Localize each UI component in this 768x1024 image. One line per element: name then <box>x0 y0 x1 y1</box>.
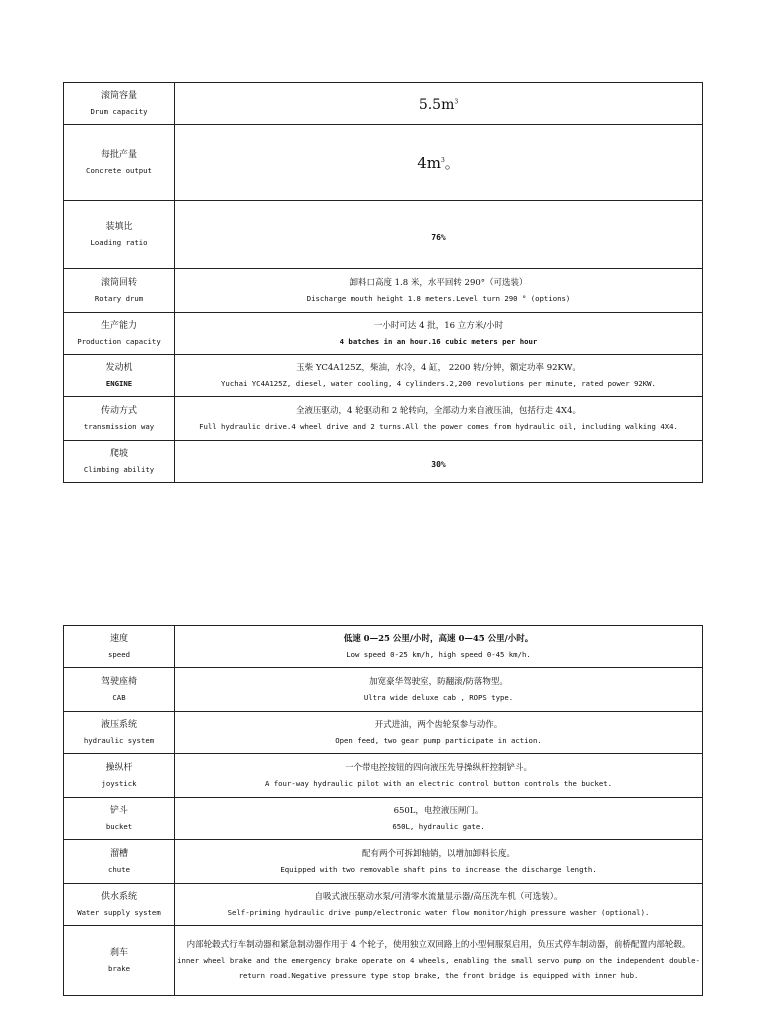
row-label-cell <box>64 840 175 884</box>
value-zh: 650L，电控液压闸门。 <box>393 805 484 816</box>
label-en: Concrete output <box>86 165 152 175</box>
value-en: Discharge mouth height 1.8 meters.Level turn 290 ° (options) <box>306 293 571 303</box>
label-zh: 铲斗 <box>109 805 128 816</box>
table-row <box>64 313 703 355</box>
label-en: Production capacity <box>77 336 161 346</box>
value-en: Self-priming hydraulic drive pump/electronic water flow monitor/high pressure washer (optional). <box>227 907 650 917</box>
label-en: CAB <box>112 692 126 702</box>
label-zh: 溜槽 <box>109 848 128 859</box>
value-cell <box>175 441 703 483</box>
value-zh: 加宽豪华驾驶室，防翻滚/防落物型。 <box>369 676 508 687</box>
row-label-cell <box>64 712 175 754</box>
table-row <box>64 926 703 996</box>
value-zh: 开式进油，两个齿轮泵参与动作。 <box>374 719 503 730</box>
value-cell <box>175 626 703 668</box>
row-label-cell <box>64 397 175 441</box>
spec-table-2 <box>63 625 703 996</box>
label-zh: 驾驶座椅 <box>100 676 137 687</box>
value-zh: 一小时可达 4 批，16 立方米/小时 <box>373 320 504 331</box>
value-zh: 低速 0—25 公里/小时，高速 0—45 公里/小时。 <box>343 633 534 644</box>
value-en: Open feed, two gear pump participate in action. <box>335 735 542 745</box>
row-label-cell <box>64 269 175 313</box>
table-row <box>64 355 703 397</box>
value-en: Ultra wide deluxe cab , ROPS type. <box>363 692 514 702</box>
table-row <box>64 668 703 712</box>
value-en: Full hydraulic drive.4 wheel drive and 2 turns.All the power comes from hydraulic oil, including walking 4X4. <box>199 421 678 431</box>
value-en: Yuchai YC4A125Z, diesel, water cooling, 4 cylinders.2,200 revolutions per minute, rated power 92KW. <box>221 378 656 388</box>
value-cell <box>175 840 703 884</box>
label-zh: 装填比 <box>105 221 133 232</box>
label-en: transmission way <box>83 421 155 431</box>
value-en: Equipped with two removable shaft pins to increase the discharge length. <box>280 864 597 874</box>
row-label-cell <box>64 884 175 926</box>
value-zh: 内部轮毂式行车制动器和紧急制动器作用于 4 个轮子，使用独立双回路上的小型伺服泵启用，负压式停车制动器，前桥配置内部轮毂。 <box>186 940 691 950</box>
value-zh: 玉柴 YC4A125Z，柴油，水冷，4 缸， 2200 转/分钟，额定功率 92KW。 <box>296 362 581 373</box>
value-en: 650L, hydraulic gate. <box>392 821 485 831</box>
concrete-output-value: $4m^3$。 <box>417 154 460 172</box>
loading-ratio-value: 76% <box>431 233 446 242</box>
row-label-cell <box>64 83 175 125</box>
label-en: hydraulic system <box>83 735 155 745</box>
label-en: ENGINE <box>105 378 133 388</box>
label-zh: 生产能力 <box>100 320 137 331</box>
value-cell <box>175 201 703 269</box>
value-cell <box>175 269 703 313</box>
table-row <box>64 798 703 840</box>
row-label-cell <box>64 313 175 355</box>
label-en: Water supply system <box>77 907 161 917</box>
value-cell <box>175 668 703 712</box>
value-zh: 一个带电控按钮的四向液压先导操纵杆控制铲斗。 <box>344 762 532 773</box>
spec-table-1 <box>63 82 703 483</box>
drum-capacity-value: $5.5m^3$ <box>418 97 459 113</box>
label-zh: 操纵杆 <box>105 762 133 773</box>
label-en: joystick <box>101 778 137 788</box>
table-row <box>64 626 703 668</box>
label-zh: 速度 <box>109 633 128 644</box>
row-label-cell <box>64 668 175 712</box>
table-row <box>64 201 703 269</box>
label-en: Drum capacity <box>90 106 148 116</box>
label-en: chute <box>108 864 130 874</box>
table-row <box>64 754 703 798</box>
table-row <box>64 83 703 125</box>
value-cell <box>175 397 703 441</box>
value-cell <box>175 884 703 926</box>
value-zh: 自吸式液压驱动水泵/可清零水流量显示器/高压洗车机（可选装）。 <box>314 891 563 902</box>
value-zh: 全液压驱动，4 轮驱动和 2 轮转向，全部动力来自液压油，包括行走 4X4。 <box>296 405 581 416</box>
table-row <box>64 441 703 483</box>
table-row <box>64 125 703 201</box>
value-cell <box>175 313 703 355</box>
row-label-cell <box>64 125 175 201</box>
label-zh: 每批产量 <box>100 149 137 160</box>
row-label-cell <box>64 441 175 483</box>
row-label-cell <box>64 926 175 996</box>
row-label-cell <box>64 626 175 668</box>
value-en: Low speed 0-25 km/h, high speed 0-45 km/h. <box>346 649 531 659</box>
value-cell <box>175 754 703 798</box>
row-label-cell <box>64 798 175 840</box>
row-label-cell <box>64 355 175 397</box>
row-label-cell <box>64 201 175 269</box>
label-en: Loading ratio <box>90 237 148 247</box>
table-row <box>64 884 703 926</box>
label-zh: 滚筒容量 <box>100 90 137 101</box>
label-zh: 滚筒回转 <box>100 277 137 288</box>
label-zh: 传动方式 <box>100 405 137 416</box>
value-cell <box>175 125 703 201</box>
table-row <box>64 840 703 884</box>
label-zh: 刹车 <box>109 947 128 958</box>
value-cell <box>175 926 703 996</box>
row-label-cell <box>64 754 175 798</box>
value-cell <box>175 712 703 754</box>
label-en: brake <box>108 963 130 973</box>
value-zh: 卸料口高度 1.8 米，水平回转 290°（可选装） <box>349 277 528 288</box>
table-row <box>64 397 703 441</box>
climbing-ability-value: 30% <box>431 460 446 469</box>
value-cell <box>175 798 703 840</box>
label-zh: 爬坡 <box>109 448 128 459</box>
label-zh: 液压系统 <box>100 719 137 730</box>
label-en: bucket <box>105 821 133 831</box>
value-cell <box>175 355 703 397</box>
value-zh: 配有两个可拆卸轴销，以增加卸料长度。 <box>361 848 515 859</box>
table-row <box>64 269 703 313</box>
label-en: Climbing ability <box>83 464 155 474</box>
label-en: Rotary drum <box>94 293 144 303</box>
label-zh: 供水系统 <box>100 891 137 902</box>
value-cell <box>175 83 703 125</box>
value-en: inner wheel brake and the emergency brake operate on 4 wheels, enabling the small servo pump on the independent double-return road.Negative pressure type stop brake, the front bridge is equipped with inner hub. <box>177 956 700 980</box>
value-en: A four-way hydraulic pilot with an electric control button controls the bucket. <box>264 778 613 788</box>
value-en: 4 batches in an hour.16 cubic meters per hour <box>339 336 538 346</box>
label-en: speed <box>108 649 130 659</box>
label-zh: 发动机 <box>105 362 133 373</box>
table-row <box>64 712 703 754</box>
